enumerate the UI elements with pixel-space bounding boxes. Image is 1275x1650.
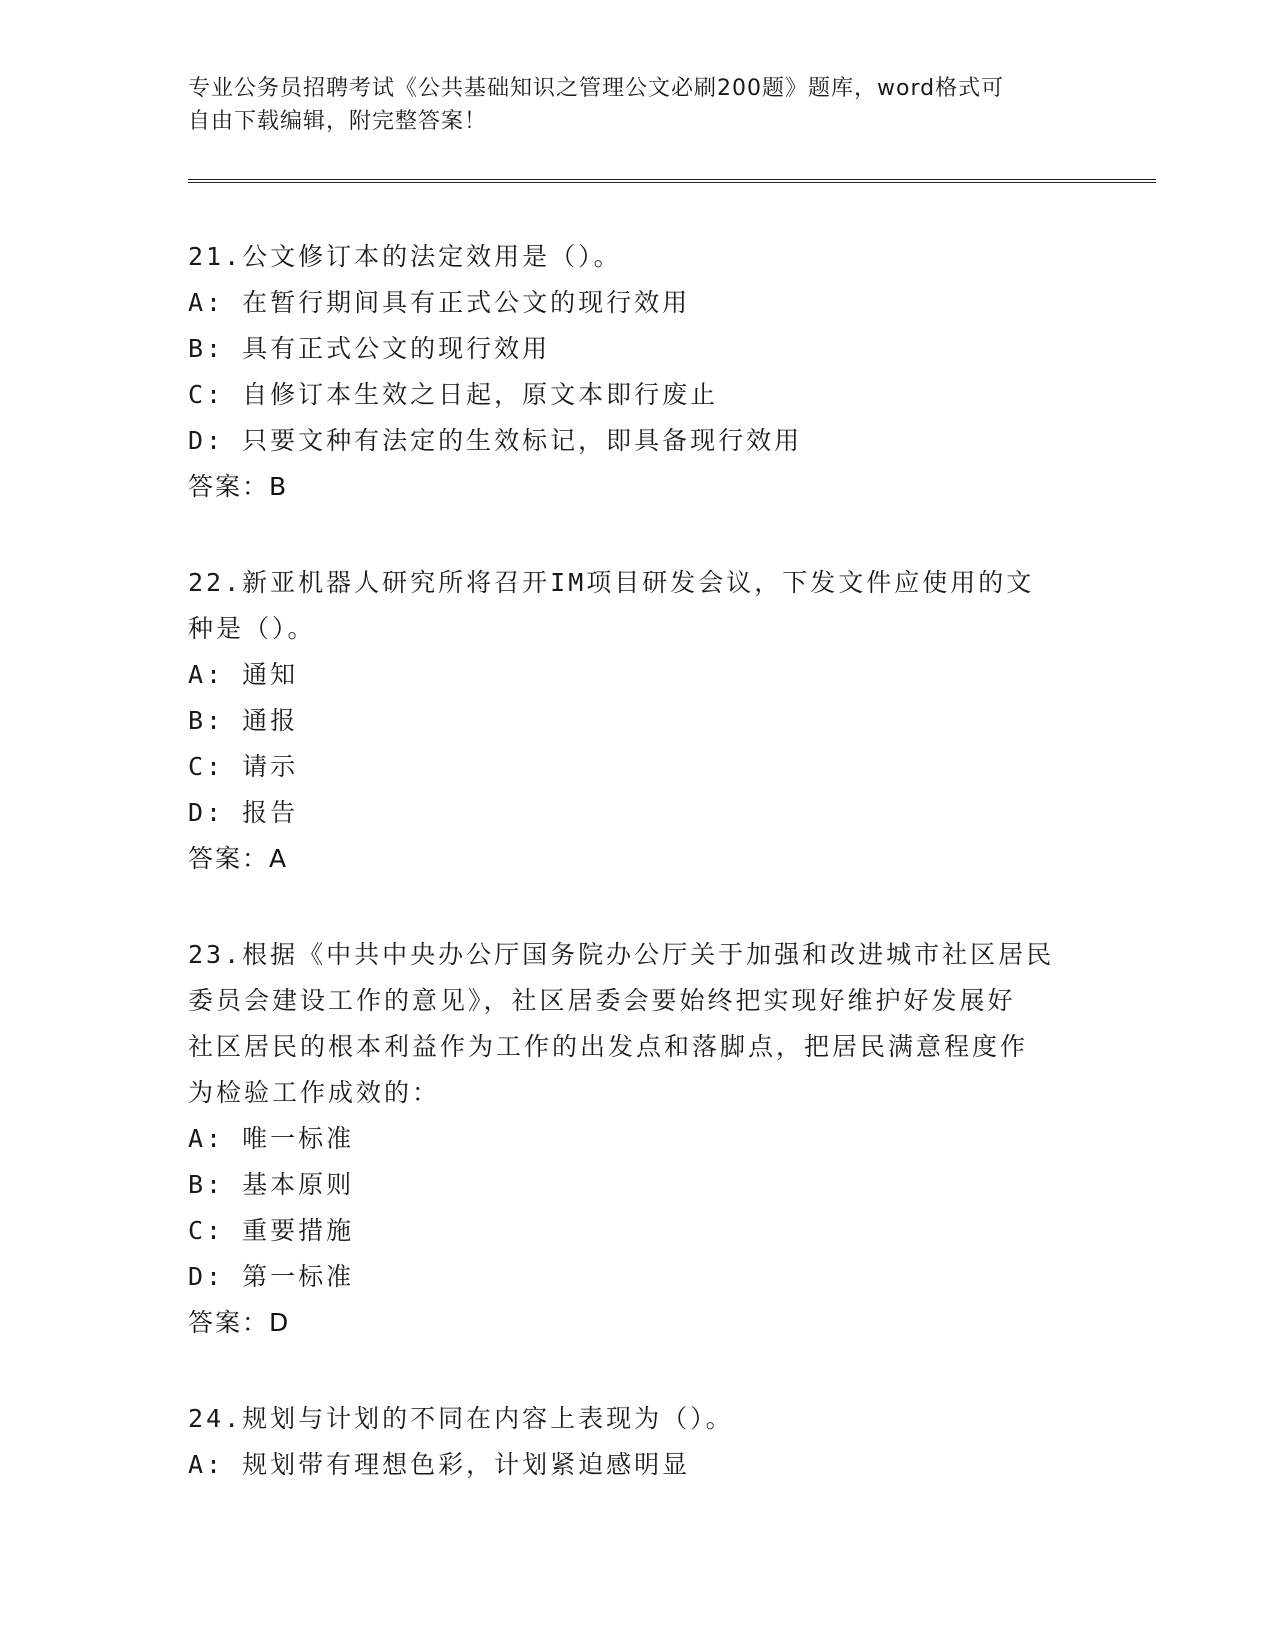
option-d: D: 报告 (188, 798, 299, 827)
option-a: A: 唯一标准 (188, 1124, 355, 1153)
option-b: B: 具有正式公文的现行效用 (188, 334, 551, 363)
question-stem: 24.规划与计划的不同在内容上表现为（）。 (188, 1404, 734, 1433)
option-b: B: 通报 (188, 706, 299, 735)
question-stem: 委员会建设工作的意见》，社区居委会要始终把实现好维护好发展好 (188, 986, 1016, 1015)
question-stem: 21.公文修订本的法定效用是（）。 (188, 242, 622, 271)
option-c: C: 重要措施 (188, 1216, 355, 1245)
option-a: A: 规划带有理想色彩，计划紧迫感明显 (188, 1450, 691, 1479)
document-header (188, 72, 1088, 138)
option-a: A: 在暂行期间具有正式公文的现行效用 (188, 288, 691, 317)
answer: 答案：D (188, 1308, 291, 1337)
question-stem: 社区居民的根本利益作为工作的出发点和落脚点，把居民满意程度作 (188, 1032, 1029, 1061)
question-stem: 23.根据《中共中央办公厅国务院办公厅关于加强和改进城市社区居民 (188, 940, 1055, 969)
option-d: D: 只要文种有法定的生效标记，即具备现行效用 (188, 426, 803, 455)
question-stem: 种是（）。 (188, 614, 316, 643)
option-a: A: 通知 (188, 660, 299, 689)
question-24 (188, 1396, 1088, 1488)
answer: 答案：A (188, 844, 289, 873)
option-d: D: 第一标准 (188, 1262, 355, 1291)
option-c: C: 请示 (188, 752, 299, 781)
question-22 (188, 560, 1088, 882)
answer: 答案：B (188, 472, 289, 501)
question-stem: 为检验工作成效的： (188, 1078, 441, 1107)
option-b: B: 基本原则 (188, 1170, 355, 1199)
header-divider (188, 179, 1156, 183)
header-line-2: 自由下载编辑，附完整答案！ (188, 109, 488, 134)
question-list (188, 234, 1088, 1538)
question-23 (188, 932, 1088, 1346)
header-line-1: 专业公务员招聘考试《公共基础知识之管理公文必刷200题》题库，word格式可 (188, 76, 1005, 101)
question-stem: 22.新亚机器人研究所将召开IM项目研发会议，下发文件应使用的文 (188, 568, 1035, 597)
question-21 (188, 234, 1088, 510)
option-c: C: 自修订本生效之日起，原文本即行废止 (188, 380, 719, 409)
